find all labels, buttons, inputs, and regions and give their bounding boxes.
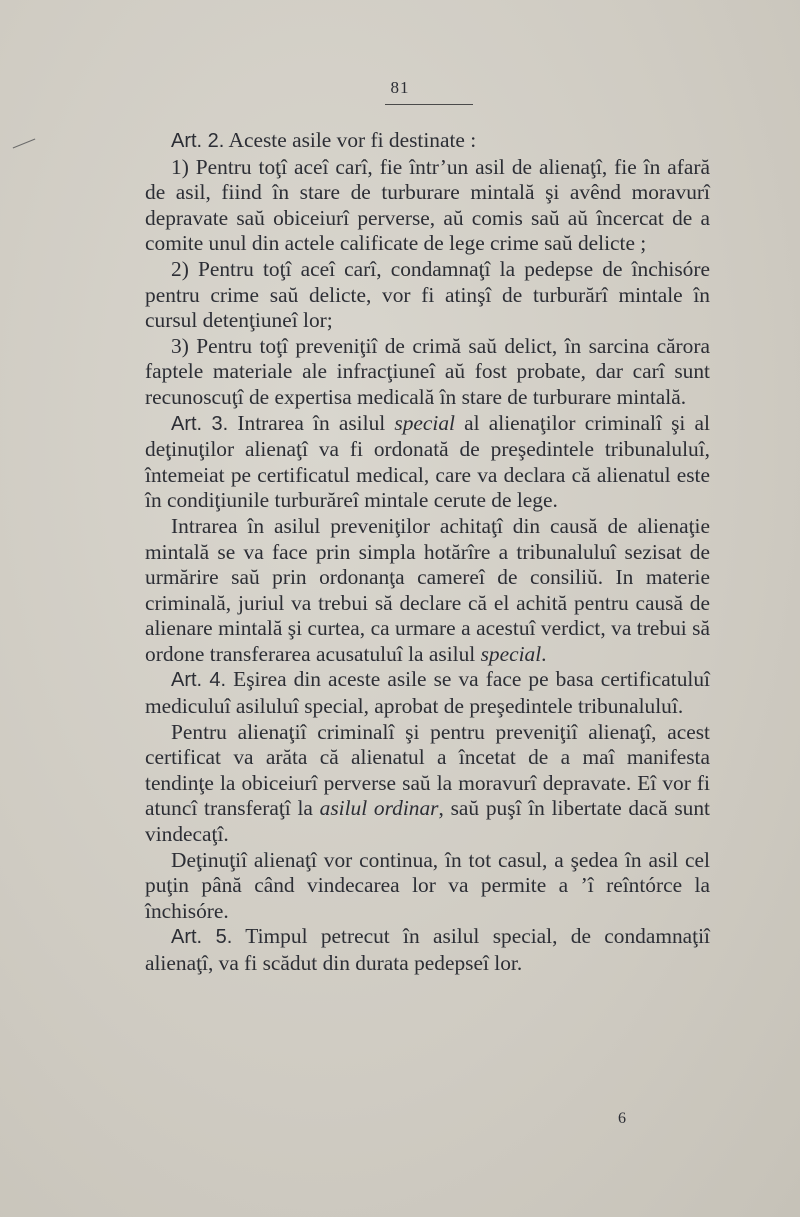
paragraph-art-4-cont [145,720,710,848]
emphasis-text: special [480,641,542,666]
signature-mark: 6 [618,1110,626,1127]
paragraph-art-5 [145,924,710,976]
paragraph-text: Timpul petrecut în asilul special, de condamnaţiî alienaţî, va fi scădut din durata pedepseî lor. [145,924,711,975]
margin-pencil-mark [13,139,36,149]
header-rule [385,104,473,105]
paragraph-art-4 [145,667,710,719]
emphasis-text: special [394,410,455,435]
paragraph-text: 1) Pentru toţî aceî carî, fie într’un asil de alienaţî, fie în afară de asil, fiind în stare de turburare mintală şi avênd moravurî depravate saŭ obiceiurî perverse, aŭ comis saŭ aŭ încercat de a comite unul din actele calificate de lege crime saŭ delicte ; [145,154,710,256]
page-number: 81 [390,78,410,97]
paragraph-art-3 [145,411,710,514]
paragraph-text: , saŭ puşî în libertate dacă sunt vindecaţî. [145,796,710,847]
paragraph-text: Eşirea din aceste asile se va face pe basa certificatuluî mediculuî asiluluî special, aprobat de preşedintele tribunaluluî. [145,667,710,719]
paragraph-text: . [541,641,547,666]
paragraph-text: 3) Pentru toţî preveniţiî de crimă saŭ delict, în sarcina cărora faptele materiale ale infracţiuneî aŭ fost probate, dar carî sunt recunoscuţî de expertisa medicală în stare de turburare mintală. [145,333,710,409]
paragraph-text: Pentru alienaţiî criminalî şi pentru preveniţiî alienaţî, acest certificat va arăta că alienatul a încetat de a maî manifesta tendinţe la obiceiurî perverse saŭ la moravurî depravate. Eî vor fi atuncî transferaţî la [145,719,710,821]
paragraph-art-4-detinuti [145,848,710,925]
paragraph-text: Intrarea în asilul [228,410,395,435]
emphasis-text: asilul ordinar [319,796,439,821]
article-heading: Art. 5. [171,926,233,949]
paragraph-text: Intrarea în asilul preveniţilor achitaţî din causă de alienaţie mintală se va face prin simpla hotărîre a tribunaluluî sezisat de urmărire saŭ prin ordonanţa camereî de consiliŭ. In materie criminală, juriul va trebui să declare că el achită pentru causă de alienare mintală şi curtea, ca urmare a acestuî verdict, va trebui să ordone transferarea acusatuluî la asilul [145,513,710,666]
article-heading: Art. 4. [171,669,227,692]
paragraph-art-2 [145,128,710,155]
paragraph-art-3-cont [145,514,710,668]
paragraph-text: Aceste asile vor fi destinate : [224,128,477,152]
paragraph-text: 2) Pentru toţî aceî carî, condamnaţî la pedepse de închisóre pentru crime saŭ delicte, vor fi atinşî de turburărî mintale în cursul detenţiuneî lor; [145,256,710,333]
article-heading: Art. 2. [171,130,225,152]
paragraph-item-2 [145,257,710,334]
paragraph-item-3 [145,334,710,411]
document-body [145,128,710,977]
paragraph-text: al alienaţilor criminalî şi al deţinuţilor alienaţî va fi ordonată de preşedintele tribunaluluî, întemeiat pe certificatul medical, care va declara că alienatul este în condiţiunile turburăreî mintale cerute de lege. [145,410,710,513]
article-heading: Art. 3. [171,412,229,435]
paragraph-item-1 [145,155,710,257]
paragraph-text: Deţinuţiî alienaţî vor continua, în tot casul, a şedea în asil cel puţin până când vindecarea lor va permite a ’î reîntórce la închisóre. [145,847,710,923]
